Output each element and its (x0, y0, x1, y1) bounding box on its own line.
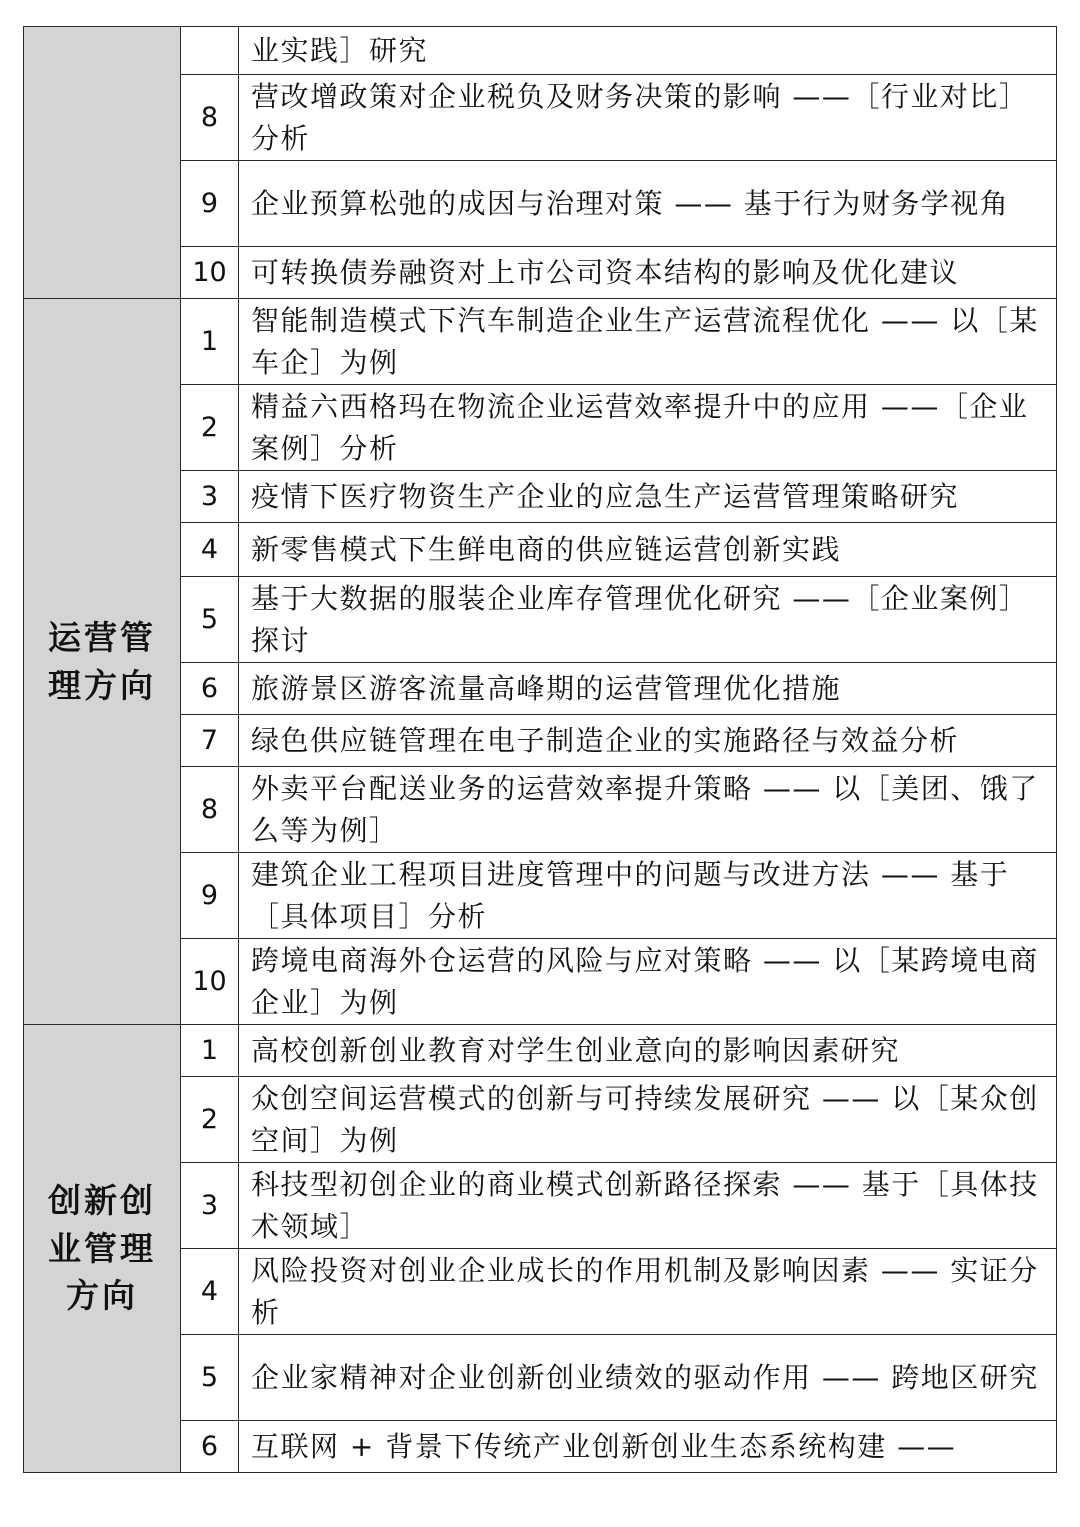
category-cell (24, 299, 181, 1025)
row-number: 2 (181, 1077, 239, 1163)
topic-title: 基于大数据的服装企业库存管理优化研究 ——［企业案例］探讨 (239, 577, 1057, 663)
category-cell (24, 27, 181, 299)
row-number: 5 (181, 1335, 239, 1421)
topic-title: 互联网 + 背景下传统产业创新创业生态系统构建 —— (239, 1421, 1057, 1473)
topic-title: 精益六西格玛在物流企业运营效率提升中的应用 ——［企业案例］分析 (239, 385, 1057, 471)
category-cell (24, 1025, 181, 1473)
row-number: 1 (181, 1025, 239, 1077)
row-number: 6 (181, 663, 239, 715)
topic-title: 疫情下医疗物资生产企业的应急生产运营管理策略研究 (239, 471, 1057, 523)
topic-title: 众创空间运营模式的创新与可持续发展研究 —— 以［某众创空间］为例 (239, 1077, 1057, 1163)
row-number: 9 (181, 853, 239, 939)
row-number: 4 (181, 1249, 239, 1335)
row-number: 5 (181, 577, 239, 663)
row-number: 3 (181, 471, 239, 523)
topic-title: 高校创新创业教育对学生创业意向的影响因素研究 (239, 1025, 1057, 1077)
topic-title: 可转换债券融资对上市公司资本结构的影响及优化建议 (239, 247, 1057, 299)
topic-title: 风险投资对创业企业成长的作用机制及影响因素 —— 实证分析 (239, 1249, 1057, 1335)
topic-title: 外卖平台配送业务的运营效率提升策略 —— 以［美团、饿了么等为例］ (239, 767, 1057, 853)
table-row (24, 27, 1057, 75)
topic-title: 旅游景区游客流量高峰期的运营管理优化措施 (239, 663, 1057, 715)
topics-table (23, 26, 1057, 1473)
row-number: 10 (181, 247, 239, 299)
row-number: 9 (181, 161, 239, 247)
topic-title: 建筑企业工程项目进度管理中的问题与改进方法 —— 基于［具体项目］分析 (239, 853, 1057, 939)
topic-title: 营改增政策对企业税负及财务决策的影响 ——［行业对比］分析 (239, 75, 1057, 161)
row-number: 10 (181, 939, 239, 1025)
topics-table-body (24, 27, 1057, 1473)
row-number (181, 27, 239, 75)
row-number: 2 (181, 385, 239, 471)
topic-title: 新零售模式下生鲜电商的供应链运营创新实践 (239, 523, 1057, 577)
topic-title: 绿色供应链管理在电子制造企业的实施路径与效益分析 (239, 715, 1057, 767)
topic-title: 科技型初创企业的商业模式创新路径探索 —— 基于［具体技术领域］ (239, 1163, 1057, 1249)
row-number: 8 (181, 767, 239, 853)
row-number: 1 (181, 299, 239, 385)
topic-title: 企业预算松弛的成因与治理对策 —— 基于行为财务学视角 (239, 161, 1057, 247)
category-label: 创新创业管理方向 (48, 1180, 156, 1316)
category-label: 运营管理方向 (48, 617, 156, 705)
topic-title: 跨境电商海外仓运营的风险与应对策略 —— 以［某跨境电商企业］为例 (239, 939, 1057, 1025)
topic-title: 企业家精神对企业创新创业绩效的驱动作用 —— 跨地区研究 (239, 1335, 1057, 1421)
row-number: 7 (181, 715, 239, 767)
row-number: 6 (181, 1421, 239, 1473)
topic-title: 智能制造模式下汽车制造企业生产运营流程优化 —— 以［某车企］为例 (239, 299, 1057, 385)
table-row (24, 1025, 1057, 1077)
row-number: 3 (181, 1163, 239, 1249)
table-row (24, 299, 1057, 385)
topic-title: 业实践］研究 (239, 27, 1057, 75)
row-number: 8 (181, 75, 239, 161)
row-number: 4 (181, 523, 239, 577)
